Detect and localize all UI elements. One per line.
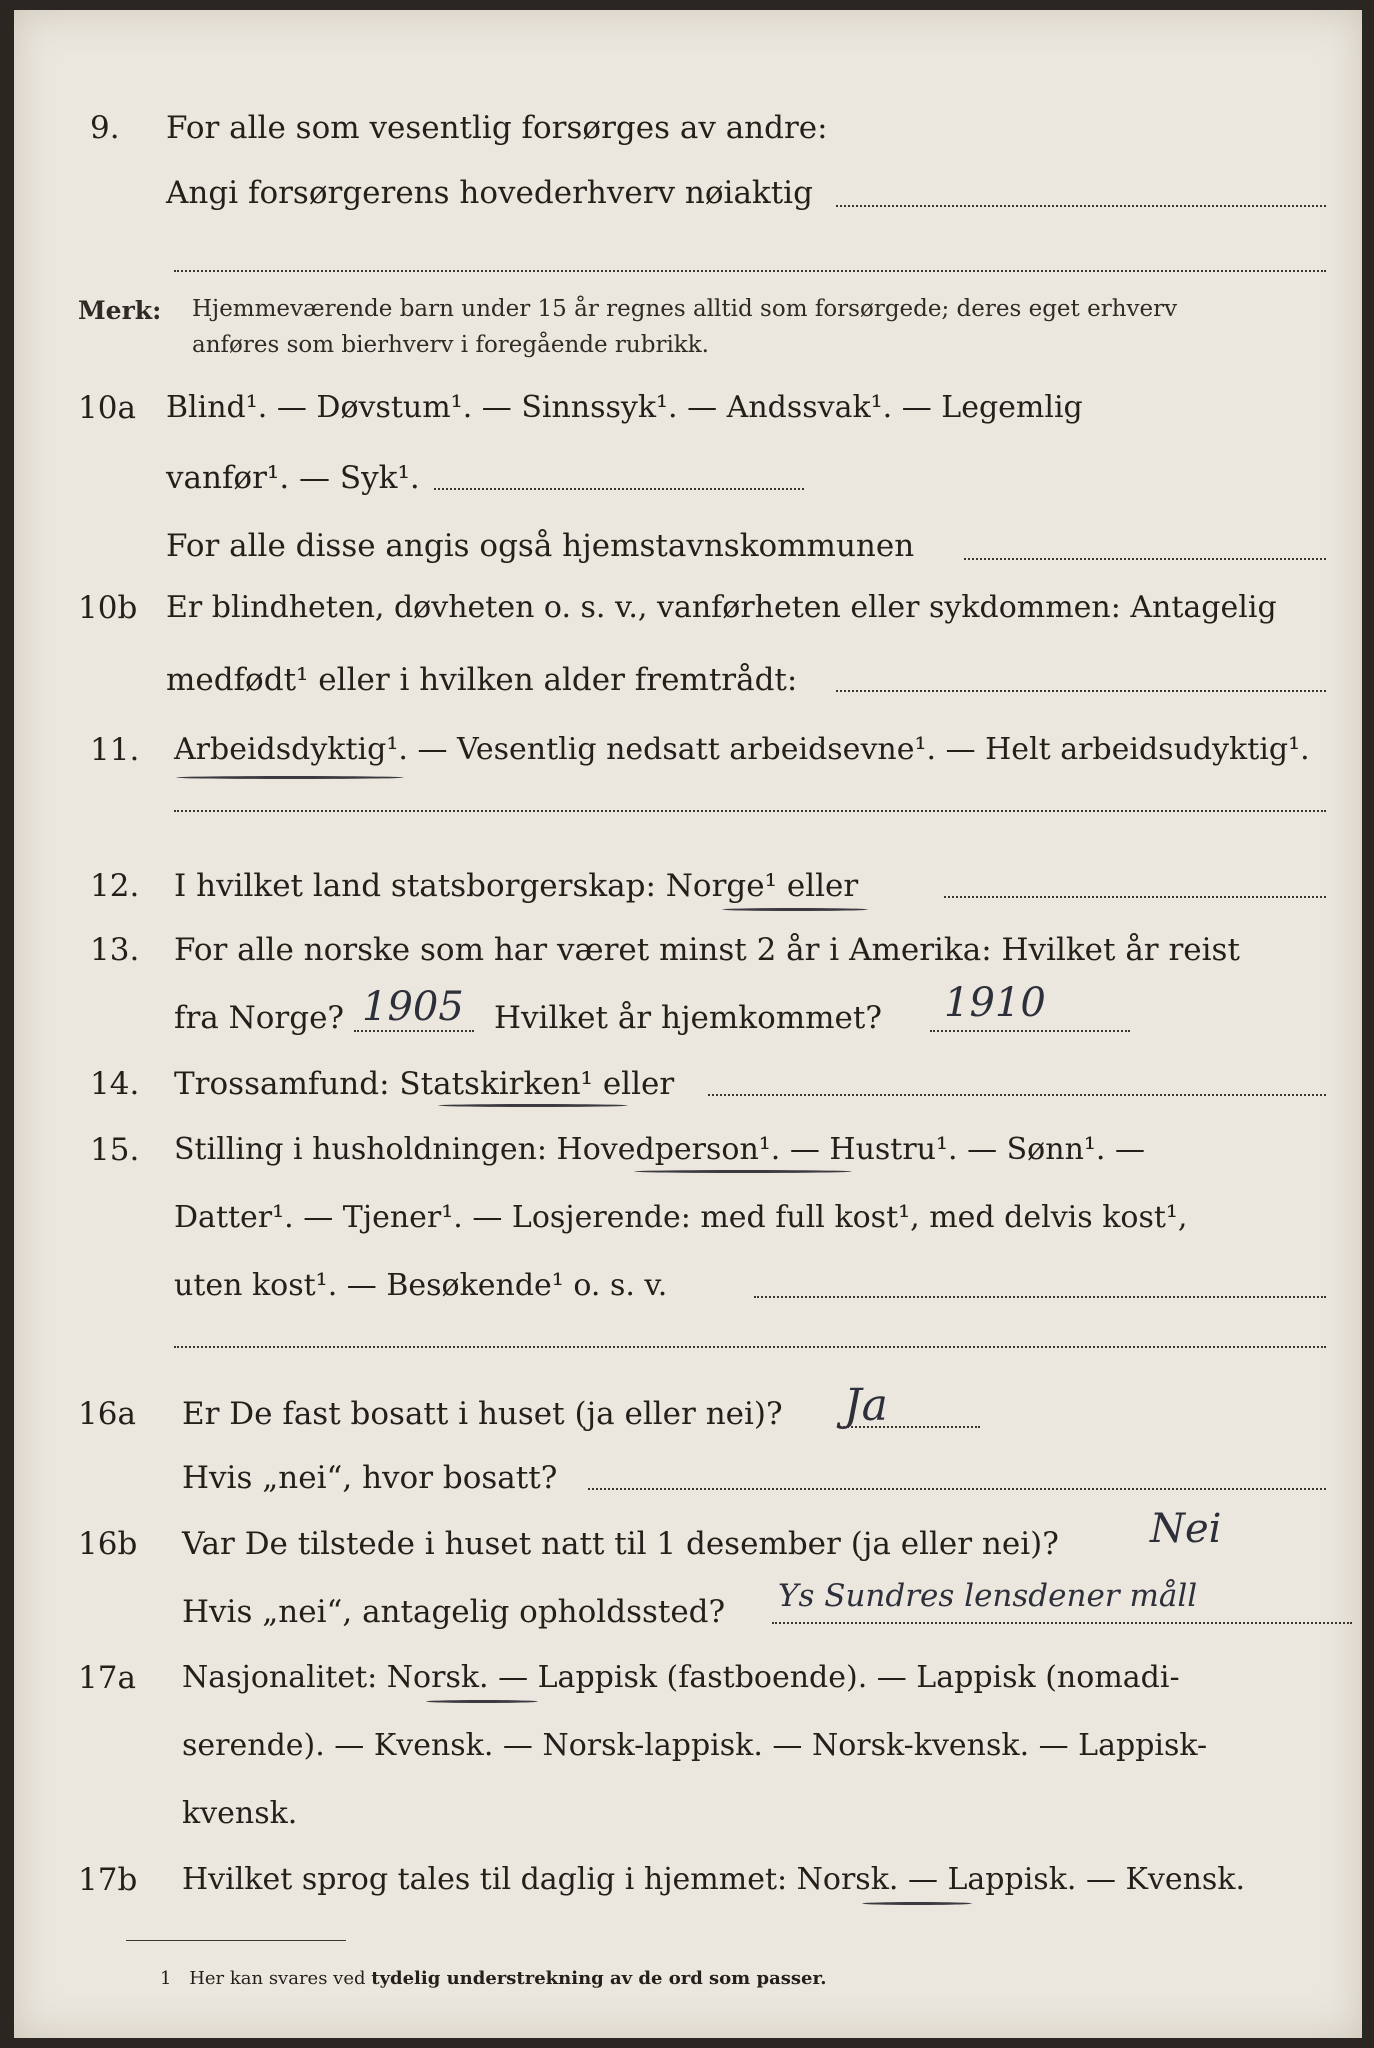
q16a-answer-line (840, 1426, 980, 1428)
census-form-page (14, 10, 1362, 2038)
q12-number: 12. (90, 868, 140, 904)
q16b-location-answer: Ys Sundres lensdener måll (778, 1578, 1198, 1614)
q16a-residence-line (588, 1488, 1326, 1490)
q10a-line3: For alle disse angis også hjemstavnskommunen (166, 528, 915, 564)
note-label: Merk: (78, 296, 162, 325)
q16b-answer: Nei (1150, 1506, 1222, 1552)
q14-line1: Trossamfund: Statskirken¹ eller (174, 1066, 675, 1102)
q14-answer-line (708, 1094, 1326, 1096)
q11-line1: Arbeidsdyktig¹. — Vesentlig nedsatt arbeidsevne¹. — Helt arbeidsudyktig¹. (174, 732, 1310, 767)
q15-line1: Stilling i husholdningen: Hovedperson¹. — Hustru¹. — Sønn¹. — (174, 1132, 1145, 1167)
q11-underline-mark (176, 776, 404, 779)
q17b-line1: Hvilket sprog tales til daglig i hjemmet: Norsk. — Lappisk. — Kvensk. (182, 1862, 1246, 1897)
q10b-line1: Er blindheten, døvheten o. s. v., vanførheten eller sykdommen: Antagelig (166, 590, 1277, 625)
q13-departure-answer: 1905 (362, 984, 464, 1030)
q13-number: 13. (90, 932, 140, 968)
q17a-number: 17a (78, 1660, 136, 1696)
q14-underline-mark (438, 1104, 628, 1107)
footnote-divider (126, 1940, 346, 1941)
q10a-line2: vanfør¹. — Syk¹. (166, 460, 420, 496)
q9-line1: For alle som vesentlig forsørges av andre: (166, 110, 828, 146)
footnote-mark: 1 (160, 1968, 172, 1989)
q16b-line2: Hvis „nei“, antagelig opholdssted? (182, 1594, 726, 1630)
q16b-location-line (772, 1622, 1352, 1624)
q13-line2a: fra Norge? (174, 1000, 345, 1036)
q15-line3: uten kost¹. — Besøkende¹ o. s. v. (174, 1268, 668, 1303)
q13-line2b: Hvilket år hjemkommet? (494, 1000, 882, 1036)
q13-departure-line (354, 1030, 474, 1032)
q11-answer-line (174, 810, 1326, 812)
q10b-line2: medfødt¹ eller i hvilken alder fremtrådt: (166, 662, 798, 698)
q10a-number: 10a (78, 390, 136, 426)
q12-line1: I hvilket land statsborgerskap: Norge¹ eller (174, 868, 859, 904)
q9-answer-line-2 (174, 270, 1326, 272)
q15-answer-line-2 (174, 1346, 1326, 1348)
q15-underline-mark (634, 1170, 852, 1173)
q16a-line2: Hvis „nei“, hvor bosatt? (182, 1460, 558, 1496)
q10b-number: 10b (78, 590, 138, 626)
q13-returned-line (930, 1030, 1130, 1032)
q17a-line1: Nasjonalitet: Norsk. — Lappisk (fastboende). — Lappisk (nomadi- (182, 1660, 1180, 1695)
footnote-line (160, 1968, 827, 1989)
q15-number: 15. (90, 1132, 140, 1168)
q15-answer-line (754, 1296, 1326, 1298)
note-line1: Hjemmeværende barn under 15 år regnes alltid som forsørgede; deres eget erhverv (192, 296, 1178, 322)
q14-number: 14. (90, 1066, 140, 1102)
q10a-municipality-line (964, 558, 1326, 560)
q16a-number: 16a (78, 1396, 136, 1432)
q16a-answer: Ja (844, 1380, 888, 1431)
q10a-answer-line (434, 488, 804, 490)
q17b-number: 17b (78, 1862, 138, 1898)
q9-line2: Angi forsørgerens hovederhverv nøiaktig (166, 175, 813, 211)
q17a-underline-mark (426, 1700, 538, 1703)
q17b-underline-mark (862, 1902, 972, 1905)
q17a-line3: kvensk. (182, 1796, 298, 1831)
footnote-text: Her kan svares ved (189, 1968, 366, 1989)
note-line2: anføres som bierhverv i foregående rubrikk. (192, 332, 709, 358)
q16b-number: 16b (78, 1526, 138, 1562)
q12-answer-line (944, 896, 1326, 898)
q16a-line1: Er De fast bosatt i huset (ja eller nei)? (182, 1396, 783, 1432)
q9-answer-line (836, 205, 1326, 207)
q13-line1: For alle norske som har været minst 2 år i Amerika: Hvilket år reist (174, 932, 1240, 968)
q13-returned-answer: 1910 (944, 980, 1046, 1026)
q16b-line1: Var De tilstede i huset natt til 1 desember (ja eller nei)? (182, 1526, 1059, 1562)
q10b-answer-line (836, 690, 1326, 692)
q10a-line1: Blind¹. — Døvstum¹. — Sinnssyk¹. — Andssvak¹. — Legemlig (166, 390, 1083, 425)
q17a-line2: serende). — Kvensk. — Norsk-lappisk. — Norsk-kvensk. — Lappisk- (182, 1728, 1208, 1763)
q11-number: 11. (90, 732, 140, 768)
q15-line2: Datter¹. — Tjener¹. — Losjerende: med full kost¹, med delvis kost¹, (174, 1200, 1188, 1235)
q12-underline-mark (722, 908, 868, 911)
footnote-text-bold: tydelig understrekning av de ord som passer. (371, 1968, 827, 1989)
q9-number: 9. (90, 110, 120, 146)
